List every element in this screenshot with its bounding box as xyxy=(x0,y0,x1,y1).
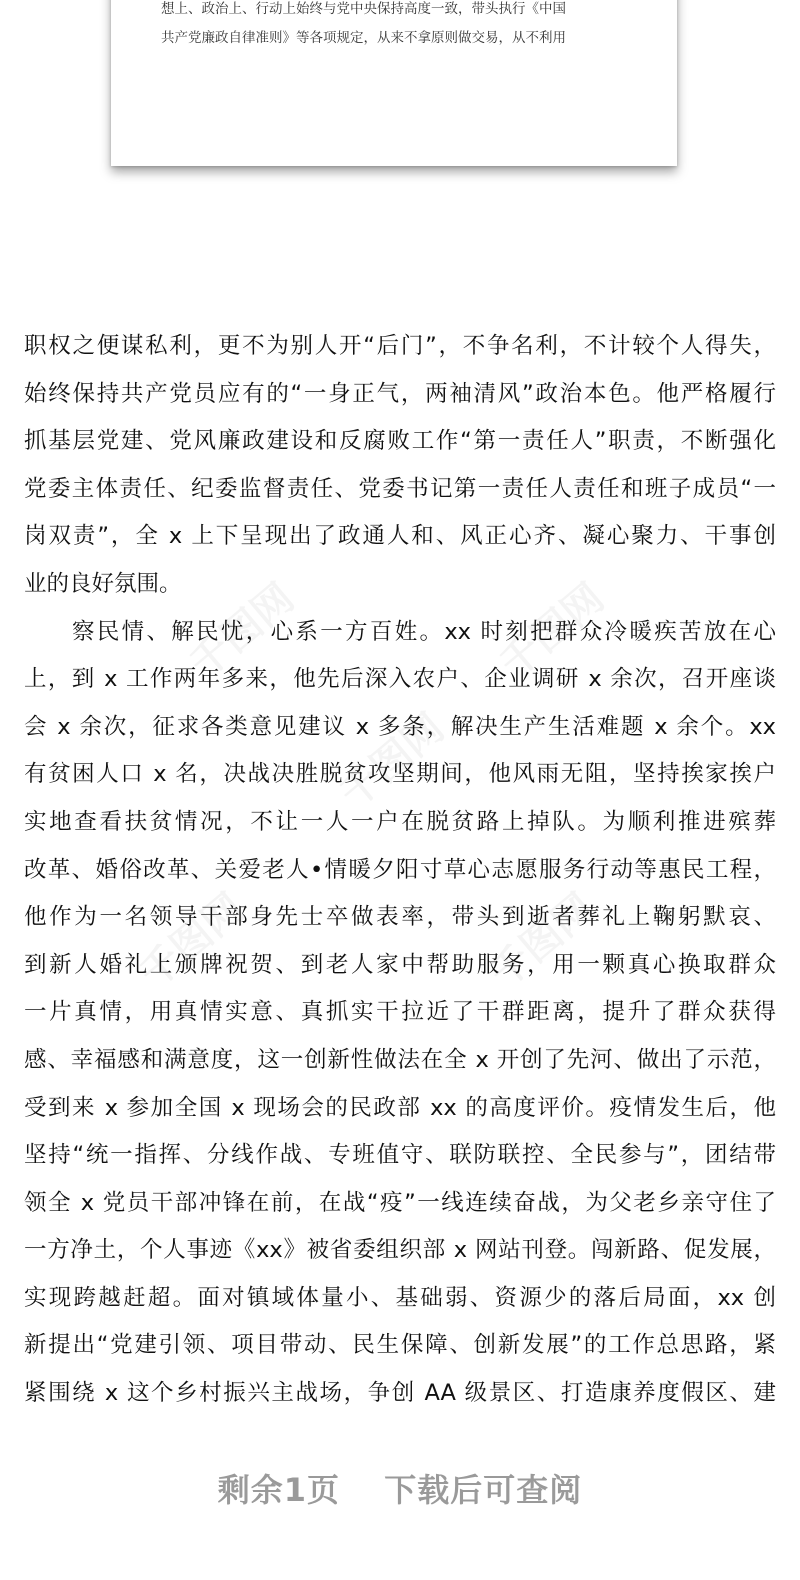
paragraph-start: 察民情、解民忧，心系一方百姓。xx 时刻把群众冷暖疾苦放在心 xyxy=(72,618,776,645)
document-line: 一片真情，用真情实意、真抓实干拉近了干群距离，提升了群众获得 xyxy=(24,999,776,1026)
document-line: 实地查看扶贫情况，不让一人一户在脱贫路上掉队。为顺利推进殡葬 xyxy=(24,808,776,835)
document-line: 抓基层党建、党风廉政建设和反腐败工作“第一责任人”职责，不断强化 xyxy=(24,428,776,455)
document-line: 紧围绕 x 这个乡村振兴主战场，争创 AA 级景区、打造康养度假区、建 xyxy=(24,1380,776,1407)
document-line: 业的良好氛围。 xyxy=(24,570,182,597)
document-line: 新提出“党建引领、项目带动、民生保障、创新发展”的工作总思路，紧 xyxy=(24,1332,776,1359)
document-line: 始终保持共产党员应有的“一身正气，两袖清风”政治本色。他严格履行 xyxy=(24,380,776,407)
document-line: 受到来 x 参加全国 x 现场会的民政部 xx 的高度评价。疫情发生后，他 xyxy=(24,1094,776,1121)
previous-page-preview xyxy=(111,0,677,166)
document-line: 他作为一名领导干部身先士卒做表率，带头到逝者葬礼上鞠躬默哀、 xyxy=(24,904,776,931)
document-body xyxy=(24,323,776,1418)
document-line: 党委主体责任、纪委监督责任、党委书记第一责任人责任和班子成员“一 xyxy=(24,475,776,502)
document-line: 会 x 余次，征求各类意见建议 x 多条，解决生产生活难题 x 余个。xx xyxy=(24,713,776,740)
document-line: 有贫困人口 x 名，决战决胜脱贫攻坚期间，他风雨无阻，坚持挨家挨户 xyxy=(24,761,776,788)
document-line: 上，到 x 工作两年多来，他先后深入农户、企业调研 x 余次，召开座谈 xyxy=(24,666,776,693)
preview-line: 共产党廉政自律准则》等各项规定，从来不拿原则做交易，从不利用 xyxy=(161,30,566,46)
document-line: 实现跨越赶超。面对镇域体量小、基础弱、资源少的落后局面，xx 创 xyxy=(24,1284,776,1311)
document-line: 岗双责”，全 x 上下呈现出了政通人和、风正心齐、凝心聚力、干事创 xyxy=(24,523,776,550)
download-to-view-link[interactable]: 下载后可查阅 xyxy=(384,1471,583,1509)
document-line: 感、幸福感和满意度，这一创新性做法在全 x 开创了先河、做出了示范， xyxy=(24,1046,776,1073)
remaining-pages-label: 剩余1页 xyxy=(217,1471,341,1509)
preview-line: 想上、政治上、行动上始终与党中央保持高度一致，带头执行《中国 xyxy=(161,1,566,17)
document-line: 职权之便谋私利，更不为别人开“后门”，不争名利，不计较个人得失， xyxy=(24,333,776,359)
download-prompt[interactable] xyxy=(0,1465,800,1511)
document-line: 坚持“统一指挥、分线作战、专班值守、联防联控、全民参与”，团结带 xyxy=(24,1142,776,1169)
document-line: 改革、婚俗改革、关爱老人•情暖夕阳寸草心志愿服务行动等惠民工程， xyxy=(24,856,776,883)
document-line: 一方净土，个人事迹《xx》被省委组织部 x 网站刊登。闯新路、促发展， xyxy=(24,1237,776,1264)
document-line: 到新人婚礼上颁牌祝贺、到老人家中帮助服务，用一颗真心换取群众 xyxy=(24,951,776,978)
document-line: 领全 x 党员干部冲锋在前，在战“疫”一线连续奋战，为父老乡亲守住了 xyxy=(24,1189,776,1216)
